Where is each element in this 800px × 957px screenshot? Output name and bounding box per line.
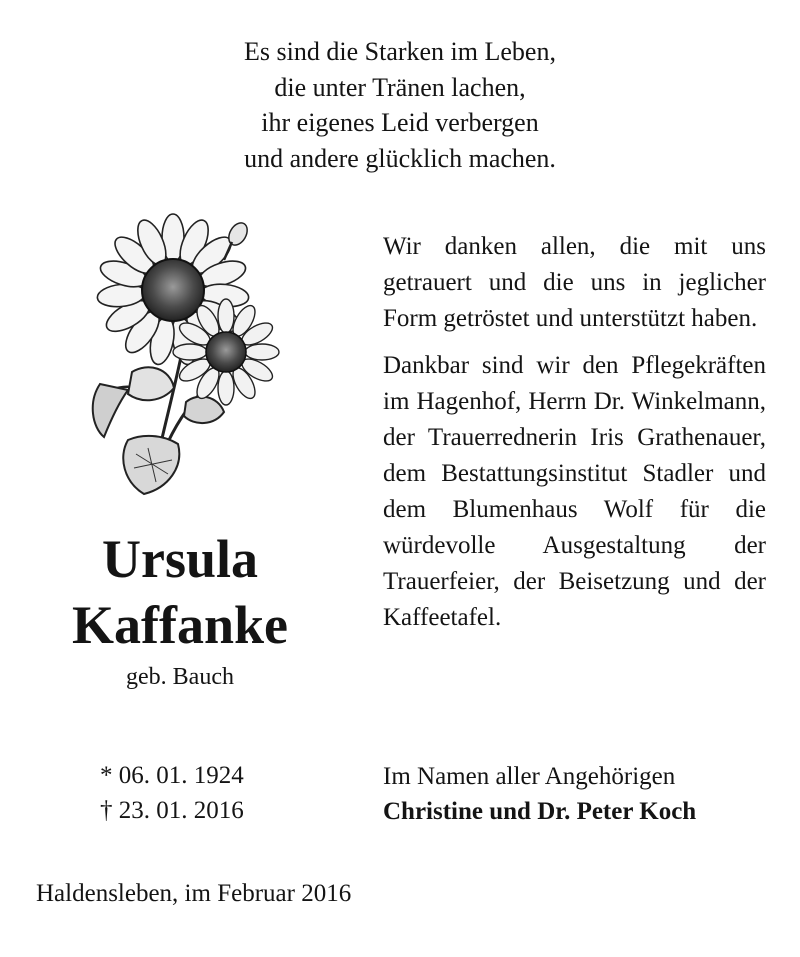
maiden-name: geb. Bauch: [126, 664, 234, 690]
death-date: † 23. 01. 2016: [100, 797, 244, 824]
sunflower-icon: [88, 212, 288, 502]
deceased-name-block: [20, 526, 340, 692]
signature-names: Christine und Dr. Peter Koch: [383, 798, 697, 825]
birth-date: * 06. 01. 1924: [100, 762, 244, 789]
signature-intro: Im Namen aller Angehörigen: [383, 763, 676, 790]
poem-line: Es sind die Starken im Leben,: [244, 37, 556, 66]
thanks-paragraph: Dankbar sind wir den Pflegekräften im Hagenhof, Herrn Dr. Winkelmann, der Trauerrednerin Iris Grathenauer, dem Bestattungsinstitut Stadler und dem Blumenhaus Wolf für die würdevolle Ausgestaltung der Trauerfeier, der Beisetzung und der Kaffeetafel.: [383, 352, 766, 631]
last-name: Kaffanke: [72, 595, 288, 655]
signature: [383, 759, 783, 829]
life-dates: [100, 758, 244, 828]
poem-line: ihr eigenes Leid verbergen: [261, 108, 539, 137]
place-date: Haldensleben, im Februar 2016: [36, 880, 352, 907]
poem-line: und andere glücklich machen.: [244, 143, 556, 173]
thanks-paragraph: Wir danken allen, die mit uns getrauert und die uns in jeglicher Form getröstet und unterstützt haben.: [383, 233, 766, 332]
poem-line: die unter Tränen lachen,: [274, 72, 526, 102]
first-name: Ursula: [101, 529, 258, 589]
memorial-poem: [0, 34, 800, 176]
thanks-text: [383, 229, 766, 647]
